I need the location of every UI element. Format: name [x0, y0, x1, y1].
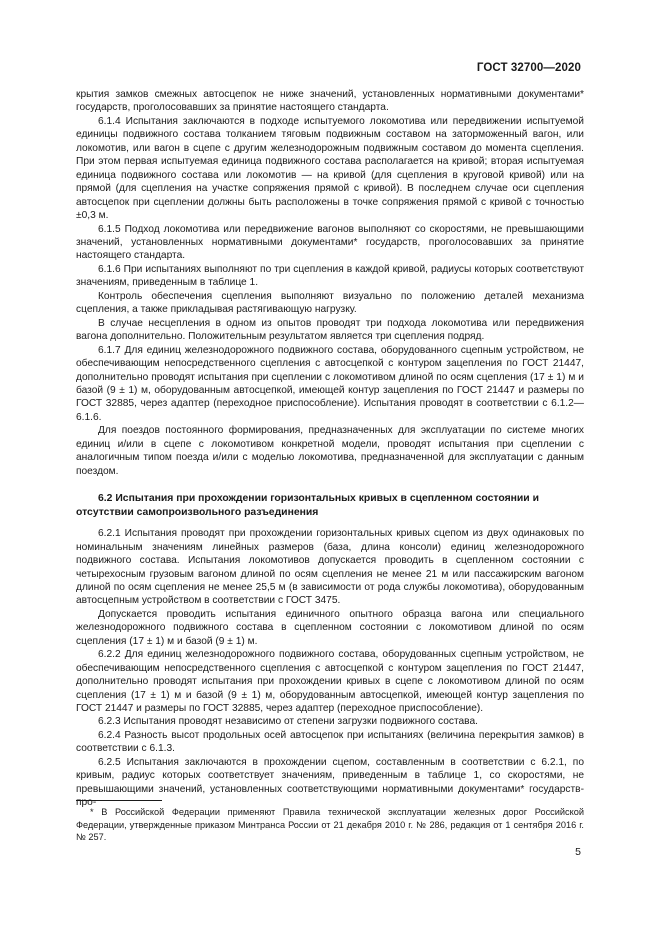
- paragraphs-block-6-1: [76, 88, 584, 478]
- paragraph: крытия замков смежных автосцепок не ниже значений, установленных нормативными документами* государств, проголосовавших за принятие настоящего стандарта.: [76, 89, 584, 114]
- paragraph: Допускается проводить испытания единичного опытного образца вагона или специального железнодорожного подвижного состава в сцепленном состоянии с локомотивом длиной по осям сцепления (17 ± 1) м и базой (9 ± 1) м.: [76, 608, 584, 647]
- page-number: 5: [575, 846, 581, 858]
- paragraph: 6.2.5 Испытания заключаются в прохождении сцепом, составленным в соответствии с 6.2.1, по кривым, радиус которых соответствует значениям, приведенным в таблице 1, со скоростями, не превышающими значений, установленных соответствующими нормативными документами* государств- про-: [76, 756, 584, 809]
- paragraph: 6.1.5 Подход локомотива или передвижение вагонов выполняют со скоростями, не превышающими значений, установленных нормативными документами* государств, проголосовавших за принятие настоящего стандарта.: [76, 223, 584, 262]
- paragraph: 6.1.4 Испытания заключаются в подходе испытуемого локомотива или передвижении испытуемой единицы подвижного состава толканием тяговым подвижным составом на заторможенный вагон, или локомотив, или вагон в сцепе с другим железнодорожным подвижным составом до момента сцепления. При этом первая испытуемая единица подвижного состава располагается на кривой; вторая испытуемая единица подвижного состава или локомотив — на кривой (для сцепления в круговой кривой) или на прямой (для сцепления на участке сопряжения прямой с кривой). В последнем случае оси сцепления автосцепок при сцеплении должны быть расположены в точке сопряжения прямой с кривой с точностью ±0,3 м.: [76, 115, 584, 222]
- paragraph: 6.2.4 Разность высот продольных осей автосцепок при испытаниях (величина перекрытия замков) в соответствии с 6.1.3.: [76, 729, 584, 755]
- paragraph: Для поездов постоянного формирования, предназначенных для эксплуатации по системе многих единиц и/или в сцепе с локомотивом конкретной модели, проводят испытания при сцеплении с аналогичным типом поезда и/или с моделью локомотива, предназначенной для эксплуатации с данным поездом.: [76, 425, 584, 477]
- standard-header: ГОСТ 32700—2020: [476, 62, 581, 74]
- paragraph: В случае несцепления в одном из опытов проводят три подхода локомотива или передвижения вагона дополнительно. Положительным результатом является три сцепления подряд.: [76, 317, 584, 343]
- paragraph: 6.2.1 Испытания проводят при прохождении горизонтальных кривых сцепом из двух одинаковых по номинальным значениям линейных размеров (база, длина консоли) единиц железнодорожного подвижного состава. Испытания локомотивов допускается проводить в сцепленном состоянии с четырехосным грузовым вагоном длиной по осям сцепления не менее 21 м или пассажирским вагоном длиной по осям сцепления не менее 25,5 м (в зависимости от рода службы локомотива), оборудованным автосцепным устройством в соответствии с ГОСТ 3475.: [76, 528, 584, 607]
- paragraph: 6.1.7 Для единиц железнодорожного подвижного состава, оборудованного сцепным устройством, не обеспечивающим непосредственного сцепления с автосцепкой с контуром зацепления по ГОСТ 21447, дополнительно проводят испытания при сцеплении с локомотивом длиной по осям сцепления (17 ± 1) м и базой (9 ± 1) м, оборудованным автосцепкой, имеющей контур зацепления по ГОСТ 21447 и размеры по ГОСТ 32885, через адаптер (переходное приспособление). Испытания проводят в соответствии с 6.1.2—6.1.6.: [76, 344, 584, 423]
- footnote-divider: [76, 800, 162, 801]
- paragraph: 6.2.3 Испытания проводят независимо от степени загрузки подвижного состава.: [98, 716, 478, 728]
- footnote: * В Российской Федерации применяют Правила технической эксплуатации железных дорог Российской Федерации, утвержденные приказом Минтранса России от 21 декабря 2010 г. № 286, редакция от 1 сентября 2016 г. № 257.: [76, 807, 584, 842]
- document-body: [76, 88, 584, 810]
- paragraph: 6.2.2 Для единиц железнодорожного подвижного состава, оборудованных сцепным устройством, не обеспечивающим непосредственного сцепления с автосцепкой с контуром зацепления по ГОСТ 21447, дополнительно проводят испытания при прохождении кривых в сцепе с локомотивом длиной по осям сцепления (17 ± 1) м и базой (9 ± 1) м, оборудованным автосцепкой, имеющей контур зацепления по ГОСТ 21447 и размеры по ГОСТ 32885, через адаптер (переходное приспособление).: [76, 649, 584, 715]
- paragraph: 6.1.6 При испытаниях выполняют по три сцепления в каждой кривой, радиусы которых соответствуют значениям, приведенным в таблице 1.: [76, 263, 584, 289]
- paragraphs-block-6-2: [76, 527, 584, 810]
- section-heading-6-2: 6.2 Испытания при прохождении горизонтальных кривых в сцепленном состоянии и отсутствии самопроизвольного разъединения: [76, 493, 539, 518]
- paragraph: Контроль обеспечения сцепления выполняют визуально по положению деталей механизма сцепления, а также прикладывая растягивающую нагрузку.: [76, 290, 584, 316]
